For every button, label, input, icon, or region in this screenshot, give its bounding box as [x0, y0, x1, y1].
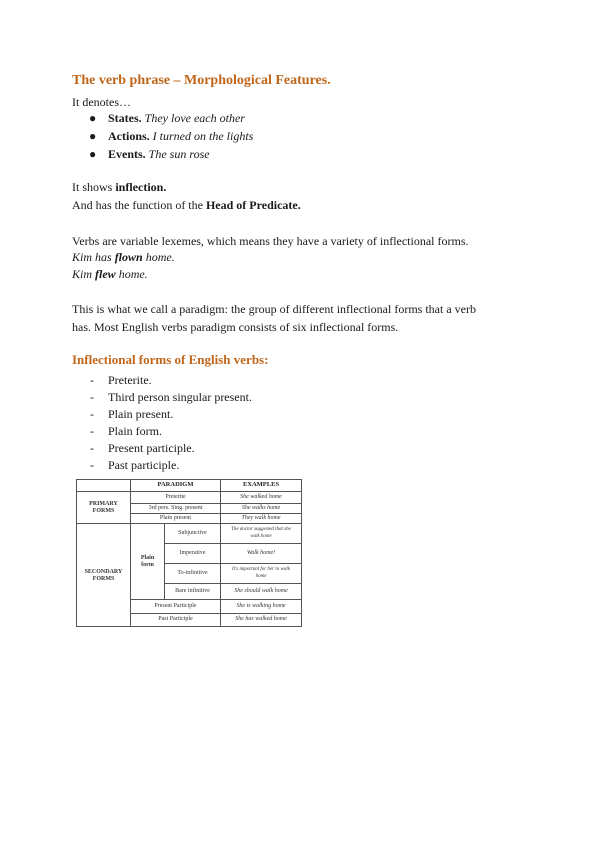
form-item: - Plain form.	[90, 424, 162, 438]
table-cell-paradigm: Subjunctive	[178, 530, 207, 536]
inflection-line: It shows inflection.	[72, 180, 167, 194]
table-cell-example: She walks home	[241, 505, 281, 511]
table-cell-paradigm: To-infinitive	[177, 570, 208, 576]
function-line: And has the function of the Head of Predicate.	[72, 198, 301, 212]
table-cell-paradigm: Past Participle	[158, 616, 193, 622]
bullet-dot-icon: ●	[89, 147, 97, 161]
forms-heading: Inflectional forms of English verbs:	[72, 352, 269, 367]
table-cell-paradigm: 3rd pers. Sing. present	[148, 505, 203, 511]
table-cell-paradigm: Present Participle	[154, 603, 197, 609]
table-cell-example: She walked home	[240, 494, 282, 500]
table-cell-example: It's important for her to walk home	[232, 567, 290, 579]
bullet-item-events: ● Events. The sun rose	[89, 147, 210, 161]
primary-forms-label: PRIMARY FORMS	[89, 501, 118, 514]
form-item: - Past participle.	[90, 458, 180, 472]
form-item: - Preterite.	[90, 373, 152, 387]
form-item: - Plain present.	[90, 407, 174, 421]
example-flew: Kim flew home.	[72, 267, 148, 281]
bullet-item-actions: ● Actions. I turned on the lights	[89, 129, 254, 143]
paradigm-text-2: has. Most English verbs paradigm consists of six inflectional forms.	[72, 320, 399, 334]
variable-lexemes-text: Verbs are variable lexemes, which means they have a variety of inflectional forms.	[72, 234, 469, 248]
form-item: - Present participle.	[90, 441, 195, 455]
paradigm-table	[76, 479, 302, 627]
bullet-dot-icon: ●	[89, 111, 97, 125]
table-cell-example: The doctor suggested that she walk home	[231, 527, 291, 539]
denotes-line: It denotes…	[72, 95, 131, 109]
table-cell-example: She is walking home	[236, 603, 286, 609]
table-cell-example: They walk home	[241, 515, 281, 521]
table-cell-paradigm: Preterite	[165, 494, 186, 500]
table-cell-example: She should walk home	[234, 588, 288, 594]
table-cell-paradigm: Imperative	[179, 550, 206, 556]
table-cell-paradigm: Plain present	[159, 515, 192, 521]
plain-form-label: Plain form	[140, 555, 155, 568]
form-item: - Third person singular present.	[90, 390, 252, 404]
table-header-examples: EXAMPLES	[242, 481, 280, 488]
bullet-dot-icon: ●	[89, 129, 97, 143]
secondary-forms-label: SECONDARY FORMS	[84, 569, 123, 582]
bullet-item-states: ● States. They love each other	[89, 111, 245, 125]
table-cell-paradigm: Bare infinitive	[175, 588, 210, 594]
section-title: The verb phrase – Morphological Features.	[72, 73, 331, 88]
table-cell-example: She has walked home	[235, 616, 287, 622]
paradigm-text-1: This is what we call a paradigm: the group of different inflectional forms that a verb	[72, 302, 476, 316]
table-header-paradigm: PARADIGM	[157, 481, 194, 488]
example-flown: Kim has flown home.	[72, 250, 175, 264]
table-cell-example: Walk home!	[246, 550, 276, 556]
